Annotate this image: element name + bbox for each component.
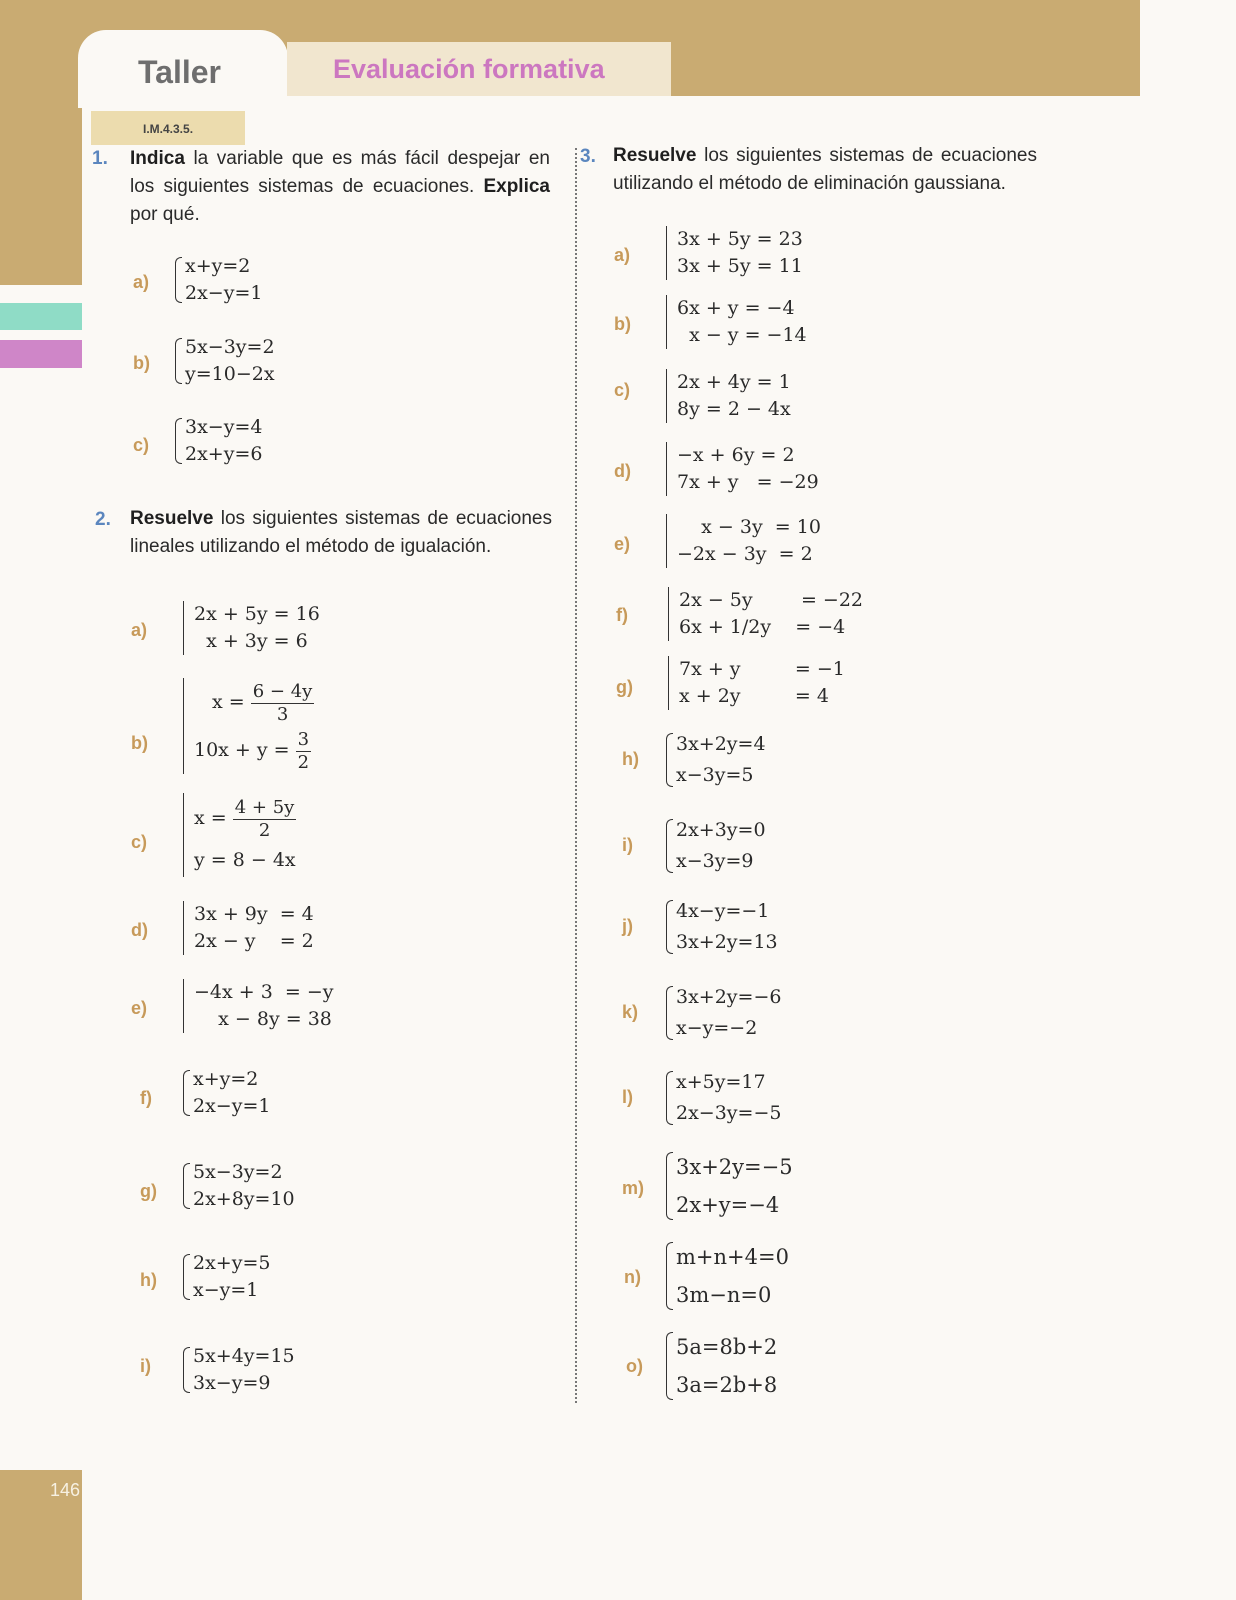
q2-item-label: b) — [131, 733, 148, 753]
q3-item-label: h) — [622, 749, 639, 769]
equation-line: 3x + 5y = 11 — [677, 255, 803, 277]
q3-system-c — [666, 369, 791, 423]
q3-system-l — [666, 1067, 781, 1129]
q1-text-2: por qué. — [130, 204, 200, 225]
q3-number: 3. — [580, 146, 596, 167]
q3-system-e — [666, 514, 821, 568]
equation-line: 6x + 1/2y = −4 — [679, 616, 846, 638]
q3-item-label: g) — [616, 677, 633, 697]
q3-system-k — [666, 982, 781, 1044]
equation-line: −4x + 3 = −y — [194, 981, 334, 1003]
equation-line: 8y = 2 − 4x — [677, 398, 791, 420]
q3-statement — [613, 142, 1037, 198]
q1-item-label: b) — [133, 353, 150, 373]
q3-system-o — [666, 1328, 777, 1404]
equation-line: 2x−y=1 — [185, 282, 263, 304]
q3-item-label: j) — [622, 916, 633, 936]
left-margin-band — [0, 0, 82, 285]
q2-item-label: h) — [140, 1270, 157, 1290]
equation-line: 6x + y = −4 — [677, 297, 795, 319]
equation-line: 5x−3y=2 — [193, 1161, 283, 1183]
evaluacion-tab — [287, 42, 671, 96]
q3-system-j — [666, 896, 778, 958]
equation-line: x+y=2 — [193, 1068, 259, 1090]
q2-system-a — [183, 601, 320, 655]
q3-item-label: i) — [622, 835, 633, 855]
q3-system-g — [668, 656, 845, 710]
equation-line: x−y=1 — [193, 1279, 259, 1301]
q1-statement — [130, 145, 550, 229]
equation-line: 2x+y=5 — [193, 1252, 271, 1274]
equation-line: 2x−3y=−5 — [676, 1102, 782, 1124]
q2-system-d — [183, 901, 314, 955]
q2-keyword-resuelve: Resuelve — [130, 508, 214, 529]
q3-item-label: n) — [624, 1267, 641, 1287]
equation-line: 3x−y=9 — [193, 1372, 271, 1394]
q3-item-label: c) — [614, 380, 631, 400]
q3-item-label: f) — [616, 605, 628, 625]
q2-system-f — [183, 1066, 270, 1120]
equation-line: −x + 6y = 2 — [677, 444, 795, 466]
equation-line: y = 8 − 4x — [194, 849, 296, 871]
q2-item-label: e) — [131, 998, 148, 1018]
q3-system-h — [666, 729, 766, 791]
numerator: 4 + 5y — [234, 796, 295, 818]
denominator: 3 — [276, 703, 289, 725]
equation-line: 3x + 9y = 4 — [194, 903, 314, 925]
denominator: 2 — [297, 751, 310, 773]
q1-keyword-indica: Indica — [130, 148, 185, 169]
equation-line: 3m−n=0 — [676, 1283, 772, 1307]
q2-system-e — [183, 979, 334, 1033]
equation-line: 2x+y=6 — [185, 443, 263, 465]
column-divider — [575, 148, 577, 1403]
q3-item-label: m) — [622, 1178, 644, 1198]
equation-line: 3x+2y=13 — [676, 931, 778, 953]
equation-line: x−3y=9 — [676, 850, 754, 872]
q2-statement — [130, 505, 552, 561]
q2-item-label: i) — [140, 1356, 151, 1376]
equation-line: x − 3y = 10 — [677, 516, 821, 538]
q1-system-a — [175, 253, 262, 307]
q1-keyword-explica: Explica — [483, 176, 550, 197]
skill-code-badge: I.M.4.3.5. — [91, 111, 245, 145]
teal-margin-strip — [0, 303, 82, 330]
lhs: x = — [194, 807, 227, 829]
q3-item-label: e) — [614, 534, 631, 554]
equation-line: 3x+2y=4 — [676, 733, 766, 755]
q3-system-a — [666, 226, 803, 280]
q2-system-g — [183, 1159, 295, 1213]
q3-item-label: b) — [614, 314, 631, 334]
q3-system-n — [666, 1238, 789, 1314]
q3-system-i — [666, 815, 766, 877]
equation-line: 7x + y = −1 — [679, 658, 845, 680]
equation-line: x−3y=5 — [676, 764, 754, 786]
equation-line: 2x + 5y = 16 — [194, 603, 320, 625]
q3-item-label: k) — [622, 1002, 639, 1022]
equation-line: 2x − y = 2 — [194, 930, 314, 952]
q2-item-label: g) — [140, 1181, 157, 1201]
equation-line: m+n+4=0 — [676, 1245, 789, 1269]
pink-margin-strip — [0, 340, 82, 368]
equation-line: −2x − 3y = 2 — [677, 543, 813, 565]
equation-line: x−y=−2 — [676, 1017, 758, 1039]
equation-line — [194, 726, 314, 774]
equation-line: 5x+4y=15 — [193, 1345, 295, 1367]
q2-system-c — [183, 793, 296, 877]
q3-keyword-resuelve: Resuelve — [613, 145, 697, 166]
q3-item-label: a) — [614, 245, 631, 265]
numerator: 6 − 4y — [252, 680, 313, 702]
q3-system-m — [666, 1148, 793, 1224]
equation-line: x + 3y = 6 — [194, 630, 308, 652]
equation-line: 7x + y = −29 — [677, 471, 819, 493]
q2-text: los siguientes sistemas de ecuaciones lineales utilizando el método de igualación. — [130, 508, 552, 557]
q1-item-label: a) — [133, 272, 150, 292]
equation-line: 3a=2b+8 — [676, 1373, 778, 1397]
equation-line: 2x + 4y = 1 — [677, 371, 791, 393]
equation-line: 2x−y=1 — [193, 1095, 271, 1117]
equation-line: y=10−2x — [185, 363, 275, 385]
equation-line: 3x + 5y = 23 — [677, 228, 803, 250]
fraction — [296, 729, 311, 774]
equation-line: x − 8y = 38 — [194, 1008, 332, 1030]
q1-system-c — [175, 414, 262, 468]
equation-line: 2x+8y=10 — [193, 1188, 295, 1210]
equation-line: 5x−3y=2 — [185, 336, 275, 358]
q2-item-label: f) — [140, 1088, 152, 1108]
lhs: 10x + y = — [194, 739, 290, 761]
q1-number: 1. — [92, 148, 108, 169]
q3-system-b — [666, 295, 807, 349]
q2-item-label: c) — [131, 832, 148, 852]
equation-line: 3x−y=4 — [185, 416, 263, 438]
q2-number: 2. — [95, 509, 111, 530]
equation-line: 2x+y=−4 — [676, 1193, 780, 1217]
q1-system-b — [175, 334, 275, 388]
equation-line — [194, 678, 314, 726]
equation-line — [194, 793, 296, 843]
q3-system-d — [666, 442, 819, 496]
equation-line: 3x+2y=−6 — [676, 986, 782, 1008]
page-number: 146 — [50, 1480, 81, 1500]
equation-line: 2x+3y=0 — [676, 819, 766, 841]
equation-line: x + 2y = 4 — [679, 685, 829, 707]
q3-item-label: o) — [626, 1356, 643, 1376]
equation-line: x+y=2 — [185, 255, 251, 277]
numerator: 3 — [297, 728, 310, 750]
q3-text: los siguientes sistemas de ecuaciones utilizando el método de eliminación gaussiana. — [613, 145, 1037, 194]
taller-title: Taller — [138, 54, 221, 90]
q2-system-i — [183, 1343, 295, 1397]
equation-line: 3x+2y=−5 — [676, 1155, 793, 1179]
q2-system-h — [183, 1250, 270, 1304]
q1-item-label: c) — [133, 435, 150, 455]
q3-item-label: l) — [622, 1087, 633, 1107]
evaluacion-title: Evaluación formativa — [333, 54, 605, 84]
q2-item-label: a) — [131, 620, 148, 640]
fraction — [251, 681, 315, 726]
equation-line: x+5y=17 — [676, 1071, 766, 1093]
lhs: x = — [212, 691, 245, 713]
fraction — [233, 797, 297, 842]
denominator: 2 — [258, 819, 271, 841]
q3-system-f — [668, 587, 863, 641]
q3-item-label: d) — [614, 461, 631, 481]
q1-text-1: la variable que es más fácil despejar en los siguientes sistemas de ecuaciones. — [130, 148, 550, 197]
equation-line: 5a=8b+2 — [676, 1335, 778, 1359]
taller-tab — [78, 30, 288, 108]
equation-line: 4x−y=−1 — [676, 900, 770, 922]
equation-line: 2x − 5y = −22 — [679, 589, 863, 611]
equation-line: x − y = −14 — [677, 324, 807, 346]
q2-system-b — [183, 678, 314, 774]
q2-item-label: d) — [131, 920, 148, 940]
